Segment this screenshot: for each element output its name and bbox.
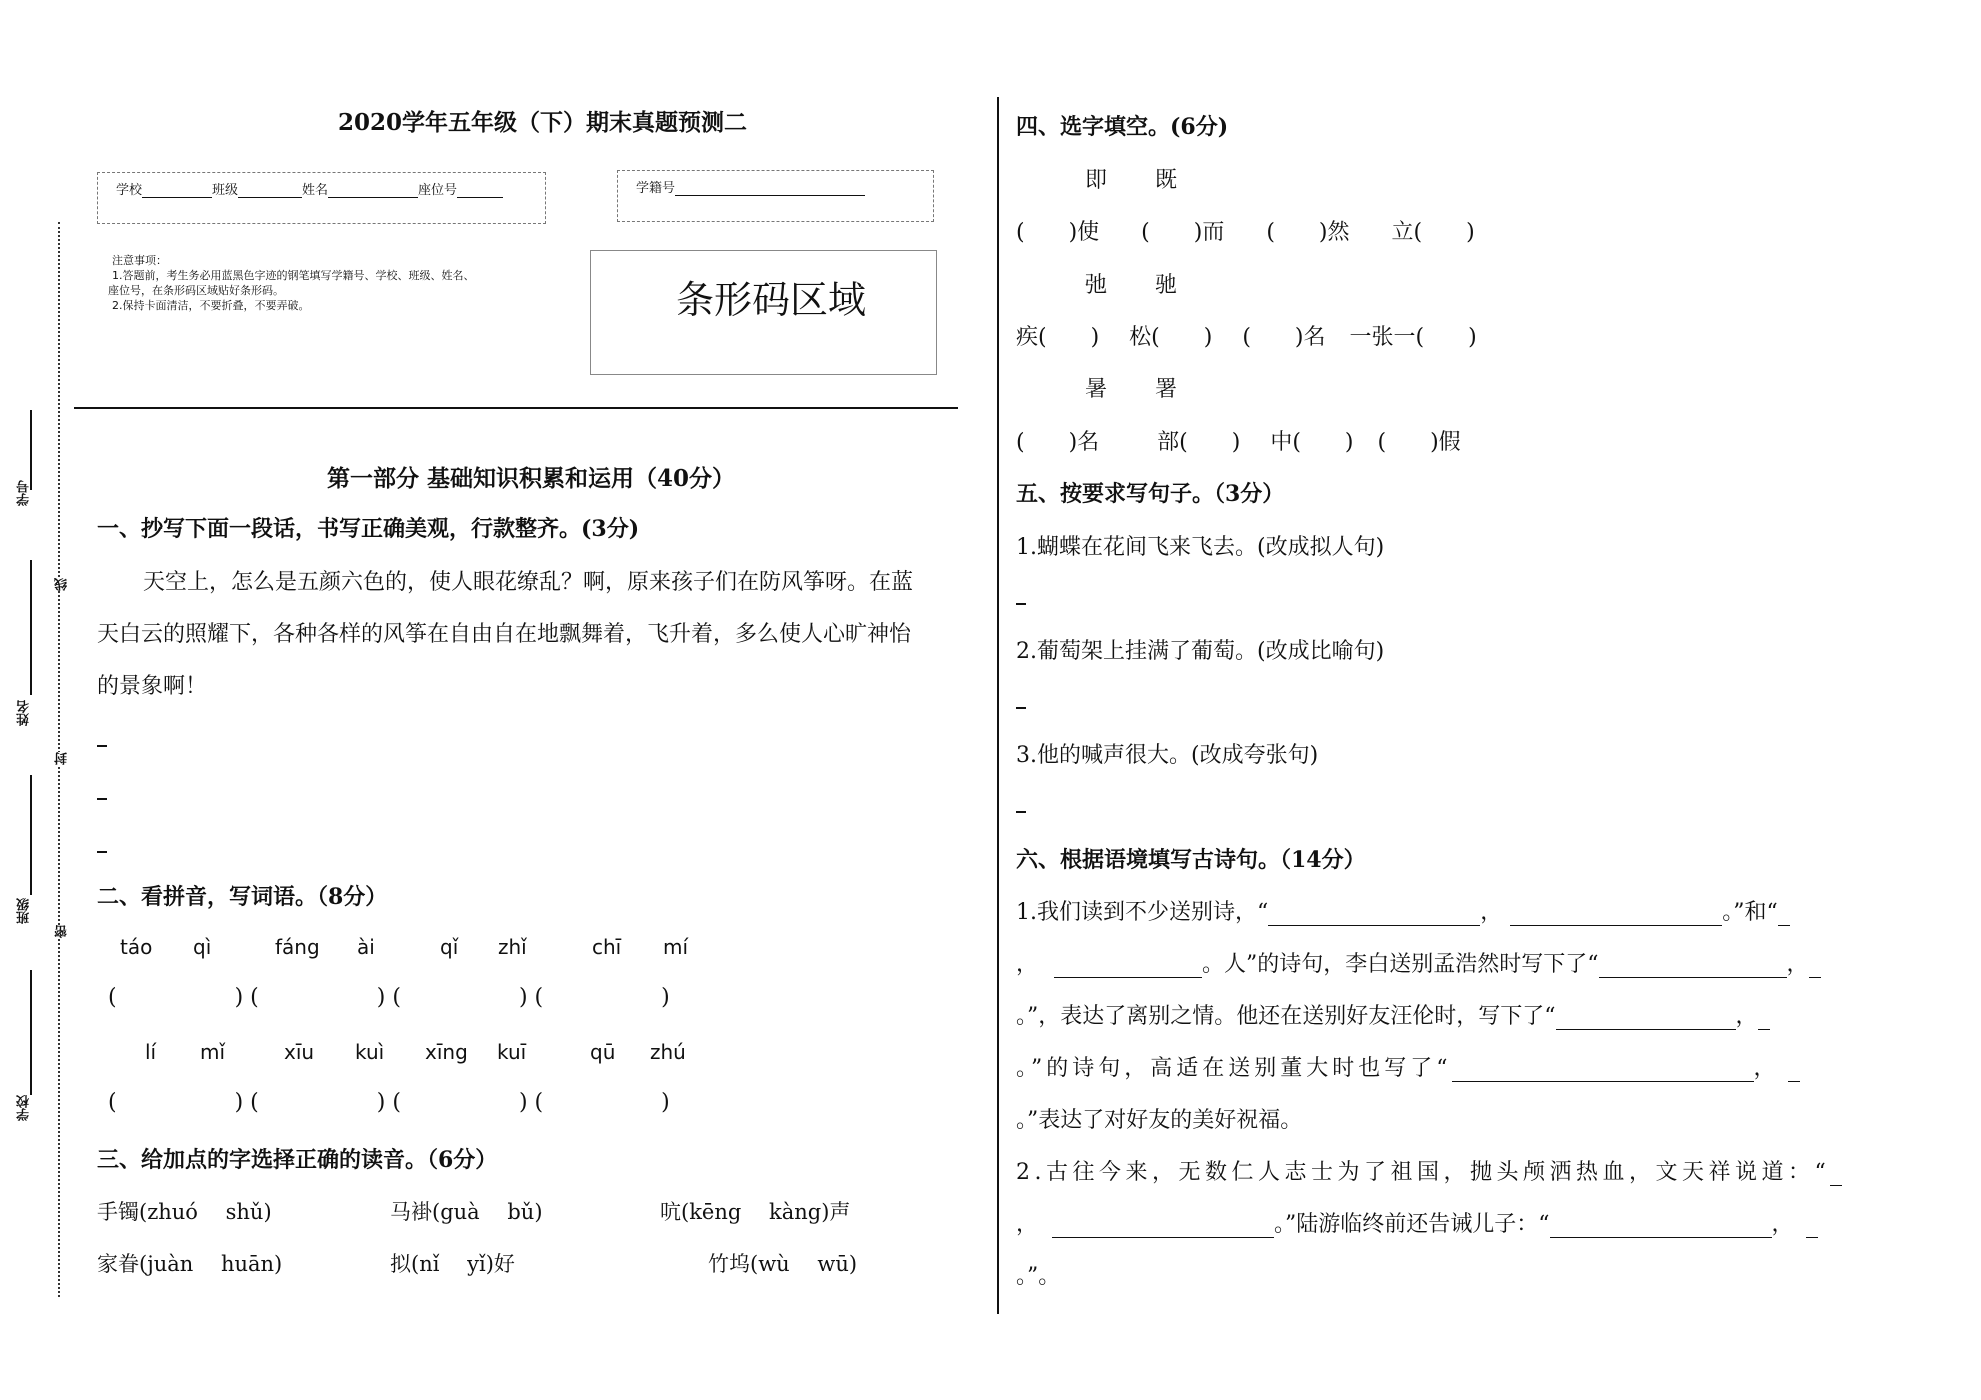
info-fields <box>116 179 503 198</box>
q6-l2-text-a: ， <box>1016 952 1039 977</box>
student-id-label: 学籍号 <box>636 181 676 196</box>
seal-mark-secret: 密 <box>55 925 70 938</box>
seal-mark-line: 线 <box>55 578 70 591</box>
q4-r1-c[interactable]: ( )然 <box>1266 220 1350 245</box>
class-label: 班级 <box>212 183 239 198</box>
q6-line-7 <box>1016 1207 1818 1238</box>
q6-blank-11[interactable] <box>1830 1163 1842 1186</box>
barcode-area <box>590 250 937 375</box>
school-blank[interactable] <box>142 183 212 198</box>
name-blank[interactable] <box>328 183 418 198</box>
q4-r2-d[interactable]: 一张一( ) <box>1349 325 1477 350</box>
q2-pinyin-8a: qū <box>590 1040 616 1064</box>
q1-line-1: 天空上，怎么是五颜六色的，使人眼花缭乱？啊，原来孩子们在防风筝呀。在蓝 <box>143 570 914 595</box>
q6-blank-12[interactable] <box>1052 1215 1274 1238</box>
notice-line-3: 2.保持卡面清洁，不要折叠，不要弄破。 <box>112 299 310 312</box>
notice <box>108 253 475 313</box>
q4-r1-a[interactable]: ( )使 <box>1016 220 1100 245</box>
q4-r1-d[interactable]: 立( ) <box>1391 220 1475 245</box>
q4-char-shu2: 署 <box>1155 377 1178 402</box>
q6-blank-14[interactable] <box>1806 1215 1818 1238</box>
seat-label: 座位号 <box>418 183 458 198</box>
q6-line-2 <box>1016 947 1821 978</box>
q2-title: 二、看拼音，写词语。（8分） <box>97 884 388 910</box>
q3-item-3[interactable]: 吭(kēng kàng)声 <box>660 1200 851 1224</box>
q4-row-2[interactable] <box>1016 320 1477 351</box>
q2-pinyin-7a: xīng <box>425 1040 468 1064</box>
q4-r2-a[interactable]: 疾( ) <box>1016 325 1100 350</box>
q1-line-3: 的景象啊！ <box>97 674 208 699</box>
q6-l3-text-b: ， <box>1735 1004 1758 1029</box>
q6-l3-text-a: 。”，表达了离别之情。他还在送别好友汪伦时，写下了“ <box>1016 1004 1556 1029</box>
student-id-blank[interactable] <box>675 181 865 196</box>
q4-pair-3 <box>1085 372 1177 403</box>
q2-blanks-row1[interactable]: ( ) ( ) ( ) ( ) <box>108 985 670 1010</box>
q2-pinyin-3b: zhǐ <box>498 935 527 959</box>
column-divider <box>997 97 999 1314</box>
q6-l2-text-b: 。人”的诗句，李白送别孟浩然时写下了“ <box>1202 952 1599 977</box>
q3-item-5[interactable]: 拟(nǐ yǐ)好 <box>390 1252 515 1276</box>
q4-title: 四、选字填空。(6分) <box>1016 114 1229 140</box>
sidebar-label-class: 班级 <box>17 898 32 924</box>
student-id-box <box>617 170 934 222</box>
school-label: 学校 <box>116 183 143 198</box>
q6-l7-text-b: 。”陆游临终前还告诫儿子：“ <box>1274 1212 1550 1237</box>
name-label: 姓名 <box>302 183 329 198</box>
q3-item-4[interactable]: 家眷(juàn huān) <box>97 1252 283 1276</box>
q4-r3-c[interactable]: 中( ) <box>1270 430 1354 455</box>
q6-line-3 <box>1016 999 1770 1030</box>
q6-l1-text-c: 。”和“ <box>1722 900 1778 925</box>
q6-blank-8[interactable] <box>1758 1007 1770 1030</box>
q6-blank-3[interactable] <box>1778 903 1790 926</box>
notice-line-2: 座位号，在条形码区域贴好条形码。 <box>108 284 284 297</box>
q5-item-2: 2.葡萄架上挂满了葡萄。(改成比喻句) <box>1016 639 1385 664</box>
q6-blank-2[interactable] <box>1510 903 1722 926</box>
student-info-box <box>97 172 546 224</box>
sidebar-line-3 <box>30 775 32 895</box>
q2-blanks-row2[interactable]: ( ) ( ) ( ) ( ) <box>108 1090 670 1115</box>
q2-pinyin-3a: qǐ <box>440 935 459 959</box>
q6-blank-1[interactable] <box>1268 903 1480 926</box>
sidebar-line-4 <box>30 970 32 1095</box>
q6-line-6 <box>1016 1155 1842 1186</box>
part1-heading: 第一部分 基础知识积累和运用（40分） <box>327 465 736 492</box>
q4-r3-a[interactable]: ( )名 <box>1016 430 1100 455</box>
q2-pinyin-5a: lí <box>145 1040 157 1064</box>
q3-item-6[interactable]: 竹坞(wù wū) <box>708 1252 858 1276</box>
q2-pinyin-8b: zhú <box>650 1040 686 1064</box>
q6-blank-10[interactable] <box>1788 1059 1800 1082</box>
notice-title: 注意事项： <box>112 254 167 267</box>
q6-line-5: 。”表达了对好友的美好祝福。 <box>1016 1108 1303 1133</box>
sidebar-label-school: 学校 <box>17 1095 32 1121</box>
q2-pinyin-4b: mí <box>663 935 689 959</box>
sidebar-label-name: 姓名 <box>17 700 32 726</box>
q6-blank-4[interactable] <box>1054 955 1202 978</box>
sidebar-label-id: 学号 <box>17 480 32 506</box>
q3-item-1[interactable]: 手镯(zhuó shǔ) <box>97 1200 272 1224</box>
sidebar-line-1 <box>30 410 32 490</box>
q4-char-chi1: 弛 <box>1085 273 1108 298</box>
q6-l6-text: 2.古往今来，无数仁人志士为了祖国，抛头颅洒热血，文天祥说道：“ <box>1016 1160 1831 1185</box>
q4-char-ji1: 即 <box>1085 168 1108 193</box>
q4-row-1[interactable] <box>1016 215 1475 246</box>
q6-l7-text-a: ， <box>1016 1212 1039 1237</box>
q2-pinyin-7b: kuī <box>497 1040 527 1064</box>
q5-answer-1[interactable] <box>1016 603 1026 605</box>
header-divider <box>74 407 958 409</box>
q2-pinyin-6a: xīu <box>284 1040 315 1064</box>
q2-pinyin-2b: ài <box>357 935 375 959</box>
q1-answer-line-2[interactable] <box>97 798 107 800</box>
q4-r3-d[interactable]: ( )假 <box>1377 430 1461 455</box>
q6-l7-text-c: ， <box>1771 1212 1794 1237</box>
q4-r1-b[interactable]: ( )而 <box>1141 220 1225 245</box>
q4-char-shu1: 暑 <box>1085 377 1108 402</box>
q6-title: 六、根据语境填写古诗句。（14分） <box>1016 847 1366 873</box>
q1-title: 一、抄写下面一段话，书写正确美观，行款整齐。(3分) <box>97 516 640 542</box>
q6-blank-9[interactable] <box>1452 1059 1754 1082</box>
barcode-label: 条形码区域 <box>676 278 867 322</box>
q6-l2-text-c: ， <box>1786 952 1809 977</box>
q6-blank-6[interactable] <box>1809 955 1821 978</box>
notice-line-1: 1.答题前，考生务必用蓝黑色字迹的钢笔填写学籍号、学校、班级、姓名、 <box>112 269 475 282</box>
q4-r3-b[interactable]: 部( ) <box>1157 430 1241 455</box>
q6-line-8: 。”。 <box>1016 1264 1061 1289</box>
class-blank[interactable] <box>238 183 302 198</box>
q4-pair-1 <box>1085 163 1177 194</box>
q4-r2-b[interactable]: 松( ) <box>1129 325 1213 350</box>
seat-blank[interactable] <box>457 183 503 198</box>
q2-pinyin-6b: kuì <box>355 1040 385 1064</box>
q2-pinyin-1b: qì <box>193 935 212 959</box>
q6-l1-text-a: 1.我们读到不少送别诗，“ <box>1016 900 1269 925</box>
q1-line-2: 天白云的照耀下，各种各样的风筝在自由自在地飘舞着，飞升着，多么使人心旷神怡 <box>97 622 912 647</box>
q6-blank-5[interactable] <box>1599 955 1787 978</box>
q3-title: 三、给加点的字选择正确的读音。（6分） <box>97 1147 498 1173</box>
q4-r2-c[interactable]: ( )名 <box>1242 325 1326 350</box>
q4-char-ji2: 既 <box>1155 168 1178 193</box>
q6-l4-text-b: ， <box>1753 1056 1776 1081</box>
q5-item-1: 1.蝴蝶在花间飞来飞去。(改成拟人句) <box>1016 535 1385 560</box>
sidebar-line-2 <box>30 560 32 695</box>
q5-answer-2[interactable] <box>1016 707 1026 709</box>
q2-pinyin-4a: chī <box>592 935 622 959</box>
q4-char-chi2: 驰 <box>1155 273 1178 298</box>
q4-pair-2 <box>1085 268 1177 299</box>
q6-line-1 <box>1016 895 1790 926</box>
q5-title: 五、按要求写句子。（3分） <box>1016 481 1285 507</box>
q5-answer-3[interactable] <box>1016 811 1026 813</box>
q2-pinyin-2a: fáng <box>275 935 320 959</box>
q2-pinyin-1a: táo <box>120 935 153 959</box>
q4-row-3[interactable] <box>1016 425 1461 456</box>
q6-l1-text-b: ， <box>1480 900 1503 925</box>
q3-item-2[interactable]: 马褂(guà bǔ) <box>390 1200 543 1224</box>
q5-item-3: 3.他的喊声很大。(改成夸张句) <box>1016 743 1319 768</box>
exam-title: 2020学年五年级（下）期末真题预测二 <box>338 109 748 136</box>
q6-line-4 <box>1016 1051 1800 1082</box>
seal-mark-seal: 封 <box>55 752 70 765</box>
q6-blank-7[interactable] <box>1556 1007 1736 1030</box>
q1-answer-line-3[interactable] <box>97 851 107 853</box>
q1-answer-line-1[interactable] <box>97 745 107 747</box>
q6-l4-text-a: 。”的诗句，高适在送别董大时也写了“ <box>1016 1056 1452 1081</box>
q2-pinyin-5b: mǐ <box>200 1040 226 1064</box>
q6-blank-13[interactable] <box>1550 1215 1772 1238</box>
